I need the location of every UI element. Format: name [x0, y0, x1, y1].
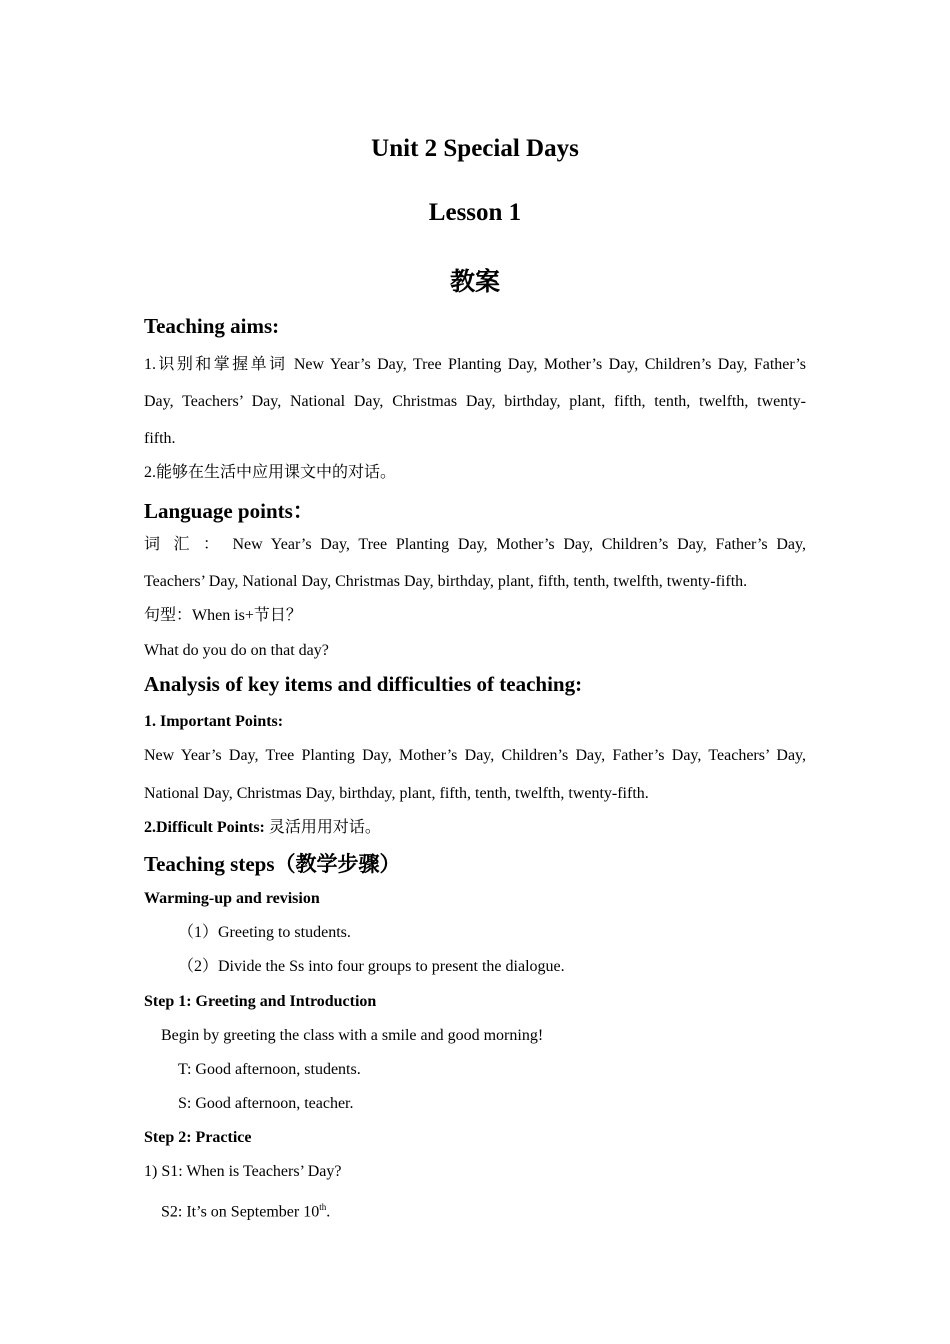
teaching-steps-heading: Teaching steps（教学步骤） [144, 852, 401, 876]
step1-teacher-line: T: Good afternoon, students. [178, 1061, 361, 1078]
lesson-title: Lesson 1 [428, 199, 522, 226]
difficult-points-label: 2.Difficult Points: [144, 819, 265, 836]
aims-line-2: 2.能够在生活中应用课文中的对话。 [144, 464, 397, 481]
warm-up-item-2: （2）Divide the Ss into four groups to present the dialogue. [178, 958, 565, 975]
important-points-label: 1. Important Points: [144, 713, 284, 730]
vocab-line-a: 词 汇 ： New Year’s Day, Tree Planting Day, Mother’s Day, Children’s Day, Father’s Day, [144, 536, 806, 553]
pattern-question: What do you do on that day? [144, 642, 329, 659]
step2-answer [161, 1197, 330, 1222]
step1-label: Step 1: Greeting and Introduction [144, 993, 377, 1010]
step2-question: 1) S1: When is Teachers’ Day? [144, 1163, 342, 1180]
step2-answer-end: . [326, 1203, 331, 1221]
aims-line-1b: Day, Teachers’ Day, National Day, Christmas Day, birthday, plant, fifth, tenth, twelfth, twenty- [144, 393, 806, 410]
teaching-aims-heading: Teaching aims: [144, 314, 280, 338]
language-points-heading: Language points： [144, 499, 314, 523]
step1-student-line: S: Good afternoon, teacher. [178, 1095, 354, 1112]
aims-line-1a: 1.识别和掌握单词 New Year’s Day, Tree Planting Day, Mother’s Day, Children’s Day, Father’s [144, 356, 806, 373]
difficult-points-text: 灵活用用对话。 [264, 819, 381, 836]
important-points-line-a: New Year’s Day, Tree Planting Day, Mother’s Day, Children’s Day, Father’s Day, Teachers’ Day, [144, 747, 806, 764]
step2-answer-ordinal: th [319, 1202, 327, 1212]
document-title: Unit 2 Special Days [371, 135, 579, 162]
analysis-heading: Analysis of key items and difficulties of teaching: [144, 672, 583, 696]
aims-line-1c: fifth. [144, 430, 176, 447]
warm-up-item-1: （1）Greeting to students. [178, 924, 351, 941]
step2-label: Step 2: Practice [144, 1129, 252, 1146]
step2-answer-text: S2: It’s on September 10 [161, 1203, 320, 1221]
difficult-points [144, 818, 381, 838]
step1-intro: Begin by greeting the class with a smile and good morning! [161, 1027, 544, 1044]
doc-type-title: 教案 [449, 269, 500, 296]
vocab-line-b: Teachers’ Day, National Day, Christmas Day, birthday, plant, fifth, tenth, twelfth, twenty-fifth. [144, 573, 748, 590]
warm-up-label: Warming-up and revision [144, 890, 320, 907]
sentence-pattern: 句型：When is+节日？ [144, 607, 302, 624]
important-points-line-b: National Day, Christmas Day, birthday, plant, fifth, tenth, twelfth, twenty-fifth. [144, 785, 649, 802]
